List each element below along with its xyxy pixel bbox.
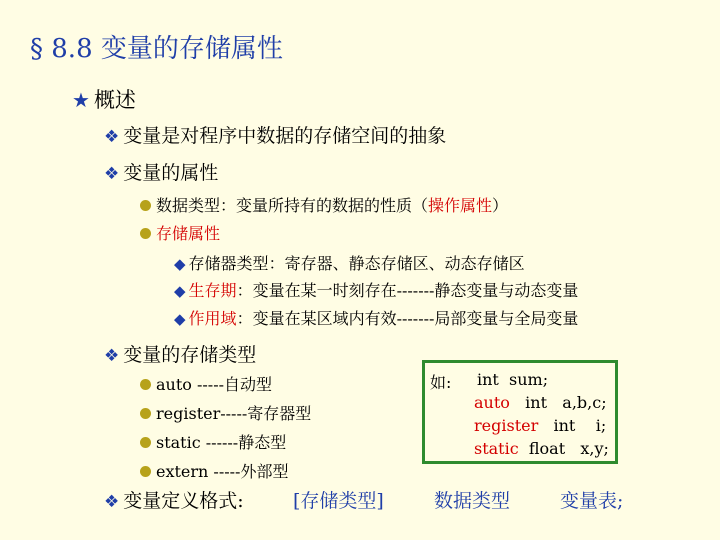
storage-type-register bbox=[140, 401, 311, 424]
v-bullet-icon: ❖ bbox=[104, 127, 120, 147]
diamond-bullet-icon: ◆ bbox=[174, 310, 186, 328]
storage-type-static bbox=[140, 430, 286, 453]
detail-lifetime bbox=[174, 278, 578, 301]
overview-heading bbox=[72, 84, 136, 114]
page-title: § 8.8 变量的存储属性 bbox=[30, 34, 283, 64]
code-vars: i; bbox=[595, 416, 607, 435]
diamond-bullet-icon: ◆ bbox=[174, 255, 186, 273]
format-var-list: 变量表; bbox=[560, 490, 624, 512]
point-text: 变量是对程序中数据的存储空间的抽象 bbox=[123, 125, 447, 147]
code-type: float bbox=[528, 439, 566, 458]
detail-rest: ：寄存器、静态存储区、动态存储区 bbox=[268, 254, 525, 273]
dot-bullet-icon bbox=[140, 437, 151, 448]
example-line-1 bbox=[477, 370, 548, 389]
point-text: 变量的属性 bbox=[123, 162, 219, 184]
definition-format bbox=[104, 486, 244, 513]
code-type: int bbox=[525, 393, 548, 412]
detail-label: 存储器类型 bbox=[188, 254, 269, 273]
format-data-type: 数据类型 bbox=[434, 490, 511, 512]
point-variable-attributes bbox=[104, 158, 218, 185]
example-prefix: 如: bbox=[430, 373, 452, 392]
attr-storage bbox=[140, 221, 220, 244]
dot-bullet-icon bbox=[140, 200, 151, 211]
code-vars: sum; bbox=[509, 370, 549, 389]
code-keyword: static bbox=[474, 439, 519, 458]
overview-label: 概述 bbox=[93, 88, 136, 112]
heading-text: 变量的存储类型 bbox=[123, 344, 257, 366]
attr-close: ） bbox=[492, 196, 509, 215]
dot-bullet-icon bbox=[140, 379, 151, 390]
storage-types-heading bbox=[104, 340, 256, 367]
code-vars: x,y; bbox=[580, 439, 609, 458]
detail-label: 生存期 bbox=[188, 281, 237, 300]
storage-type-text: auto -----自动型 bbox=[156, 375, 273, 394]
detail-label: 作用域 bbox=[188, 309, 237, 328]
diamond-bullet-icon: ◆ bbox=[174, 282, 186, 300]
code-vars: a,b,c; bbox=[562, 393, 607, 412]
attr-op-label: 操作属性 bbox=[428, 196, 493, 215]
dot-bullet-icon bbox=[140, 466, 151, 477]
storage-type-text: extern -----外部型 bbox=[156, 462, 289, 481]
storage-type-auto bbox=[140, 372, 272, 395]
storage-type-text: static ------静态型 bbox=[156, 433, 287, 452]
attr-data-type bbox=[140, 193, 508, 216]
example-line-4 bbox=[474, 439, 609, 458]
code-keyword: register bbox=[474, 416, 539, 435]
format-storage-class: [存储类型] bbox=[293, 490, 384, 512]
detail-rest: ：变量在某一时刻存在-------静态变量与动态变量 bbox=[236, 281, 579, 300]
star-icon: ★ bbox=[72, 88, 90, 112]
storage-type-text: register-----寄存器型 bbox=[156, 404, 312, 423]
code-keyword: auto bbox=[474, 393, 510, 412]
code-type: int bbox=[553, 416, 576, 435]
format-label: 变量定义格式: bbox=[123, 490, 244, 512]
v-bullet-icon: ❖ bbox=[104, 346, 120, 366]
detail-rest: ：变量在某区域内有效-------局部变量与全局变量 bbox=[236, 309, 579, 328]
detail-memory-type bbox=[174, 251, 525, 274]
point-storage-abstraction bbox=[104, 121, 446, 148]
attr-text: 数据类型：变量所持有的数据的性质（ bbox=[156, 196, 429, 215]
attr-storage-text: 存储属性 bbox=[156, 224, 221, 243]
dot-bullet-icon bbox=[140, 408, 151, 419]
code-type: int bbox=[477, 370, 499, 389]
storage-type-extern bbox=[140, 459, 288, 482]
dot-bullet-icon bbox=[140, 228, 151, 239]
v-bullet-icon: ❖ bbox=[104, 164, 120, 184]
v-bullet-icon: ❖ bbox=[104, 492, 120, 512]
detail-scope bbox=[174, 306, 578, 329]
example-line-2 bbox=[474, 393, 607, 412]
example-line-3 bbox=[474, 416, 606, 435]
